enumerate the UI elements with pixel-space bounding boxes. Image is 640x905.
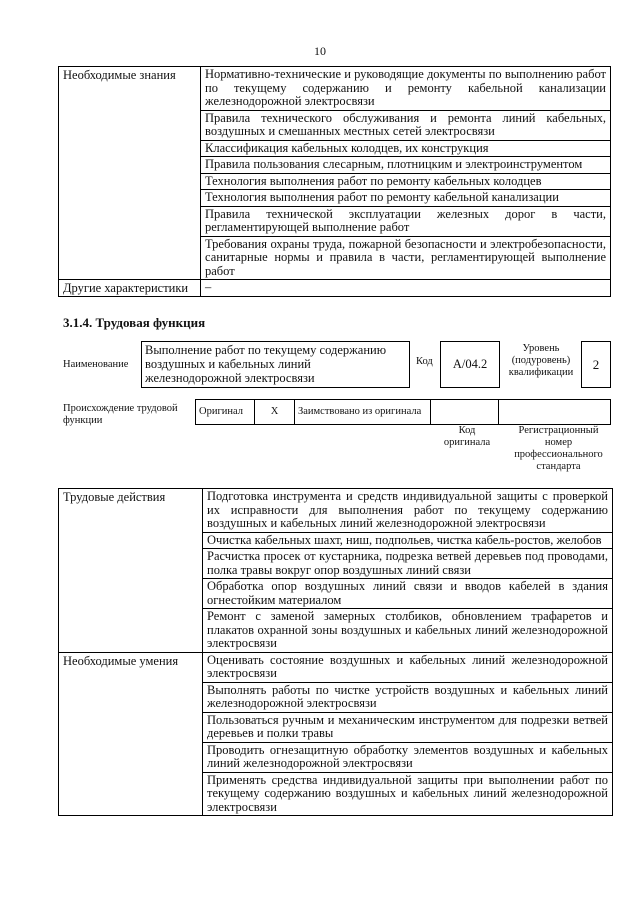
function-name-box: Выполнение работ по текущему содержанию воздушных и кабельных линий железнодорожной электросвязи [141, 341, 410, 388]
knowledge-label: Необходимые знания [59, 67, 201, 280]
knowledge-item: Технология выполнения работ по ремонту кабельной канализации [201, 190, 611, 207]
action-item: Подготовка инструмента и средств индивидуальной защиты с проверкой их исправности для выполнения работ по текущему содержанию воздушных и кабельных линий железнодорожной электросвязи [203, 489, 613, 533]
other-characteristics-value: – [201, 280, 611, 297]
skill-item: Пользоваться ручным и механическим инструментом для подрезки ветвей деревьев и полки травы [203, 712, 613, 742]
action-item: Обработка опор воздушных линий связи и вводов кабелей в здания огнестойким материалом [203, 579, 613, 609]
knowledge-item: Классификация кабельных колодцев, их конструкция [201, 140, 611, 157]
level-box: 2 [581, 341, 611, 388]
skill-item: Проводить огнезащитную обработку элементов воздушных и кабельных линий железнодорожной электросвязи [203, 742, 613, 772]
action-item: Очистка кабельных шахт, ниш, подпольев, чистка кабель-ростов, желобов [203, 532, 613, 549]
original-label: Оригинал [196, 400, 255, 425]
action-item: Ремонт с заменой замерных столбиков, обновлением трафаретов и плакатов охранной зоны воздушных и кабельных линий железнодорожной электросвязи [203, 609, 613, 653]
table-row [59, 67, 611, 111]
skill-item: Выполнять работы по чистке устройств воздушных и кабельных линий железнодорожной электросвязи [203, 682, 613, 712]
actions-label: Трудовые действия [59, 489, 203, 653]
table-row [59, 280, 611, 297]
knowledge-item: Правила технического обслуживания и ремонта линий кабельных, воздушных и смешанных местных сетей электросвязи [201, 110, 611, 140]
borrowed-label: Заимствовано из оригинала [295, 400, 431, 425]
code-original-cell [431, 400, 499, 425]
action-item: Расчистка просек от кустарника, подрезка ветвей деревьев под проводами, полка травы вокруг опор воздушных линий связи [203, 549, 613, 579]
table-row [196, 400, 611, 425]
knowledge-table [58, 66, 611, 297]
function-code-box: A/04.2 [440, 341, 500, 388]
origin-label: Происхождение трудовой функции [63, 403, 178, 426]
skill-item: Применять средства индивидуальной защиты при выполнении работ по текущему содержанию воздушных и кабельных линий железнодорожной электросвязи [203, 772, 613, 816]
knowledge-item: Технология выполнения работ по ремонту кабельных колодцев [201, 173, 611, 190]
table-row [59, 489, 613, 533]
actions-table [58, 488, 613, 816]
code-label: Код [416, 356, 433, 367]
knowledge-item: Правила пользования слесарным, плотницким и электроинструментом [201, 157, 611, 174]
reg-number-cell [499, 400, 611, 425]
code-original-label: Код оригинала [443, 425, 491, 448]
knowledge-item: Правила технической эксплуатации железных дорог в части, регламентирующей выполнение работ [201, 206, 611, 236]
name-label: Наименование [63, 359, 129, 370]
level-label: Уровень (подуровень) квалификации [508, 343, 574, 378]
other-characteristics-label: Другие характеристики [59, 280, 201, 297]
knowledge-item: Нормативно-технические и руководящие документы по выполнению работ по текущему содержанию и ремонту кабельной канализации железнодорожной электросвязи [201, 67, 611, 111]
section-title: 3.1.4. Трудовая функция [63, 315, 206, 330]
reg-number-label: Регистрационный номер профессионального стандарта [514, 425, 603, 472]
skills-label: Необходимые умения [59, 652, 203, 816]
skill-item: Оценивать состояние воздушных и кабельных линий железнодорожной электросвязи [203, 652, 613, 682]
page-number: 10 [314, 44, 326, 58]
origin-cells [195, 399, 611, 425]
knowledge-item: Требования охраны труда, пожарной безопасности и электробезопасности, санитарные нормы и правила в части, регламентирующей выполнение работ [201, 236, 611, 280]
table-row [59, 652, 613, 682]
original-mark: X [255, 400, 295, 425]
